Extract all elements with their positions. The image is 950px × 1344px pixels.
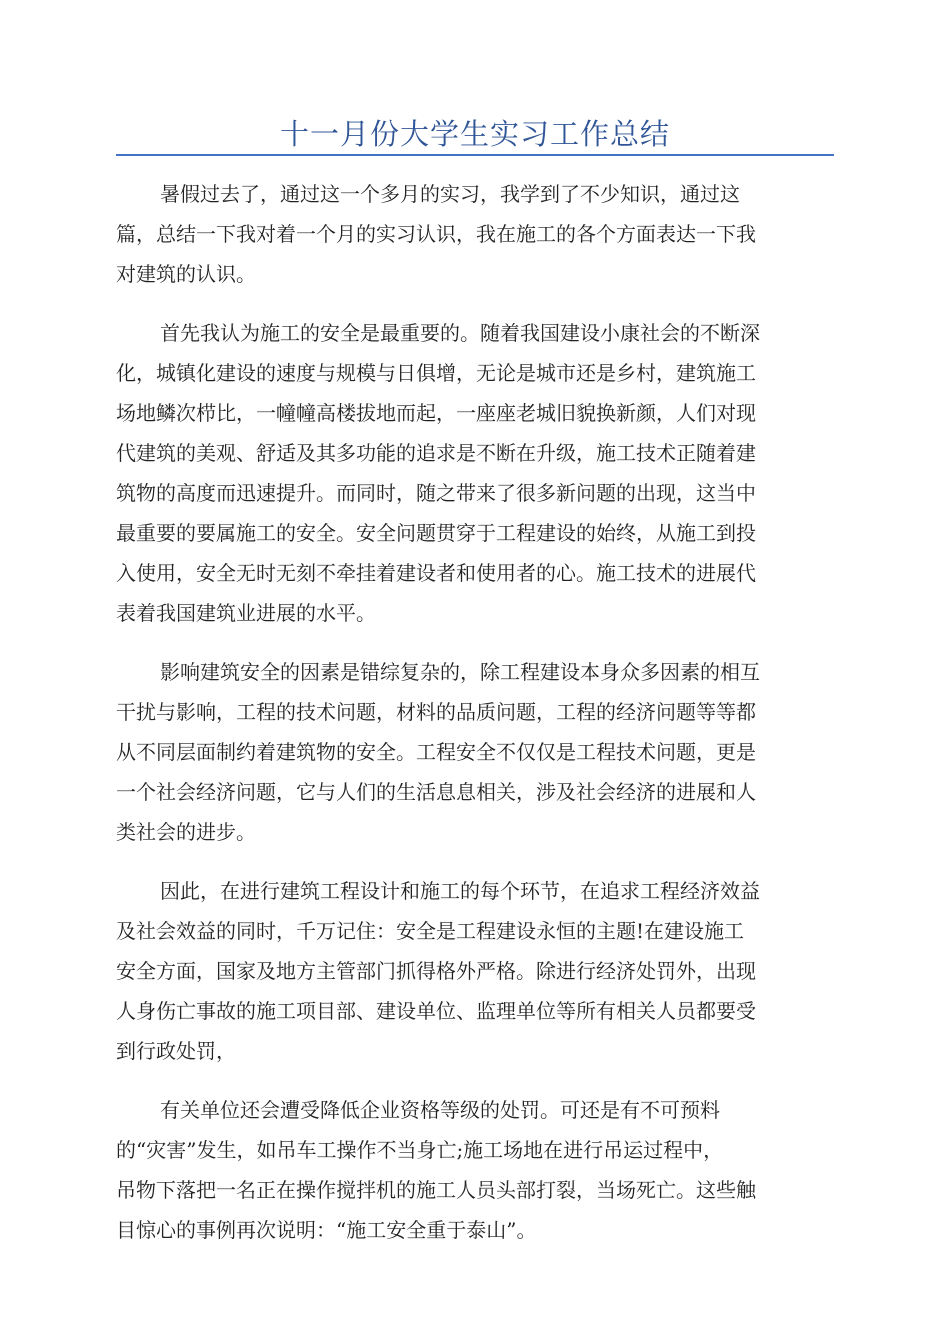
text-line: 有关单位还会遭受降低企业资格等级的处罚。可还是有不可预料 bbox=[160, 1098, 720, 1122]
paragraph bbox=[116, 652, 834, 852]
text-line: 暑假过去了，通过这一个多月的实习，我学到了不少知识，通过这 bbox=[160, 182, 740, 206]
text-line: 篇，总结一下我对着一个月的实习认识，我在施工的各个方面表达一下我 bbox=[116, 222, 756, 246]
text-line: 类社会的进步。 bbox=[116, 820, 256, 844]
paragraph bbox=[116, 871, 834, 1071]
text-line: 从不同层面制约着建筑物的安全。工程安全不仅仅是工程技术问题，更是 bbox=[116, 740, 756, 764]
text-line: 影响建筑安全的因素是错综复杂的，除工程建设本身众多因素的相互 bbox=[160, 660, 760, 684]
text-line: 一个社会经济问题，它与人们的生活息息相关，涉及社会经济的进展和人 bbox=[116, 780, 756, 804]
text-line: 最重要的要属施工的安全。安全问题贯穿于工程建设的始终，从施工到投 bbox=[116, 521, 756, 545]
text-line: 对建筑的认识。 bbox=[116, 262, 256, 286]
text-line: 因此，在进行建筑工程设计和施工的每个环节，在追求工程经济效益 bbox=[160, 879, 760, 903]
text-line: 入使用，安全无时无刻不牵挂着建设者和使用者的心。施工技术的进展代 bbox=[116, 561, 756, 585]
text-line: 安全方面，国家及地方主管部门抓得格外严格。除进行经济处罚外，出现 bbox=[116, 959, 756, 983]
text-line: 到行政处罚， bbox=[116, 1039, 236, 1063]
paragraph bbox=[116, 1090, 834, 1250]
text-line: 场地鳞次栉比，一幢幢高楼拔地而起，一座座老城旧貌换新颜，人们对现 bbox=[116, 401, 756, 425]
text-line: 目惊心的事例再次说明：“施工安全重于泰山”。 bbox=[116, 1218, 537, 1242]
text-line: 人身伤亡事故的施工项目部、建设单位、监理单位等所有相关人员都要受 bbox=[116, 999, 756, 1023]
text-line: 表着我国建筑业进展的水平。 bbox=[116, 601, 376, 625]
text-line: 首先我认为施工的安全是最重要的。随着我国建设小康社会的不断深 bbox=[160, 321, 760, 345]
text-line: 筑物的高度而迅速提升。而同时，随之带来了很多新问题的出现，这当中 bbox=[116, 481, 756, 505]
paragraph bbox=[116, 174, 834, 294]
text-line: 化，城镇化建设的速度与规模与日俱增，无论是城市还是乡村，建筑施工 bbox=[116, 361, 756, 385]
document-body bbox=[116, 174, 834, 1269]
text-line: 的“灾害”发生，如吊车工操作不当身亡;施工场地在进行吊运过程中， bbox=[116, 1138, 724, 1162]
text-line: 及社会效益的同时，千万记住：安全是工程建设永恒的主题!在建设施工 bbox=[116, 919, 745, 943]
text-line: 吊物下落把一名正在操作搅拌机的施工人员头部打裂，当场死亡。这些触 bbox=[116, 1178, 756, 1202]
text-line: 干扰与影响，工程的技术问题，材料的品质问题，工程的经济问题等等都 bbox=[116, 700, 756, 724]
text-line: 代建筑的美观、舒适及其多功能的追求是不断在升级，施工技术正随着建 bbox=[116, 441, 756, 465]
title-underline bbox=[116, 154, 834, 156]
paragraph bbox=[116, 313, 834, 633]
document-title: 十一月份大学生实习工作总结 bbox=[279, 117, 670, 151]
